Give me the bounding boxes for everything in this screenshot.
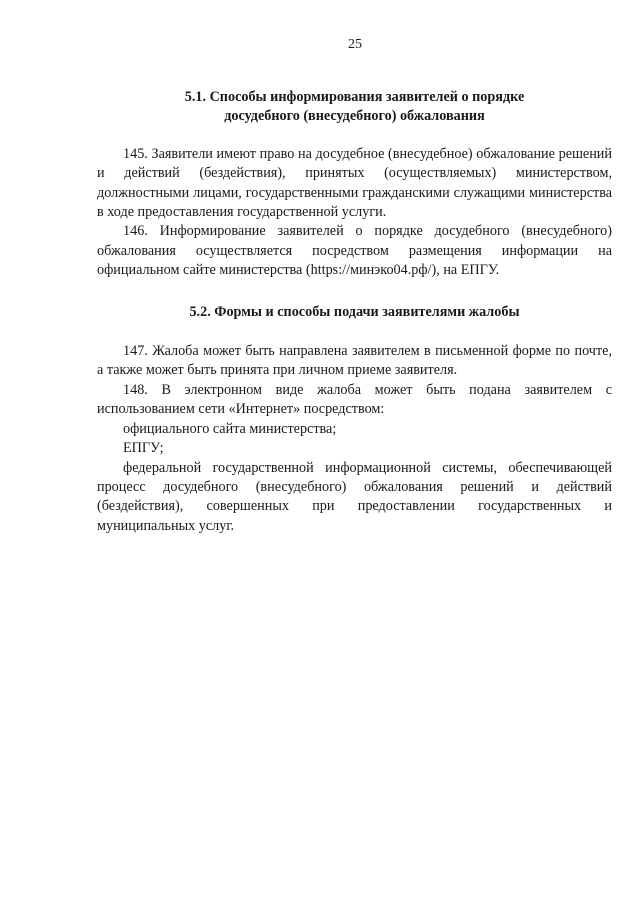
list-item: федеральной государственной информационной системы, обеспечивающей процесс досудебного (внесудебного) обжалования решений и действий (бездействия), совершенных при предоставлении государственных и муниципальных услуг. [97,459,612,534]
section-heading-5-1 [97,88,612,127]
list-item: официального сайта министерства; [123,420,337,437]
paragraph-147: 147. Жалоба может быть направлена заявителем в письменной форме по почте, а также может быть принята при личном приеме заявителя. [97,343,612,379]
paragraph-145: 145. Заявители имеют право на досудебное (внесудебное) обжалование решений и действий (бездействия), принятых (осуществляемых) министерством, должностными лицами, государственными гражданскими служащими министерства в ходе предоставления государственной услуги. [97,145,612,221]
section-heading-line: 5.1. Способы информирования заявителей о порядке [184,89,525,105]
page-number: 25 [348,37,362,52]
section-heading-5-2: 5.2. Формы и способы подачи заявителями жалобы [189,303,520,320]
list-item: ЕПГУ; [123,440,164,457]
paragraph-146: 146. Информирование заявителей о порядке досудебного (внесудебного) обжалования осуществляется посредством размещения информации на официальном сайте министерства (https://минэко04.рф/), на ЕПГУ. [97,223,612,279]
section-heading-line: досудебного (внесудебного) обжалования [224,108,485,125]
paragraph-148: 148. В электронном виде жалоба может быть подана заявителем с использованием сети «Интернет» посредством: [97,381,612,418]
document-body [97,88,612,536]
